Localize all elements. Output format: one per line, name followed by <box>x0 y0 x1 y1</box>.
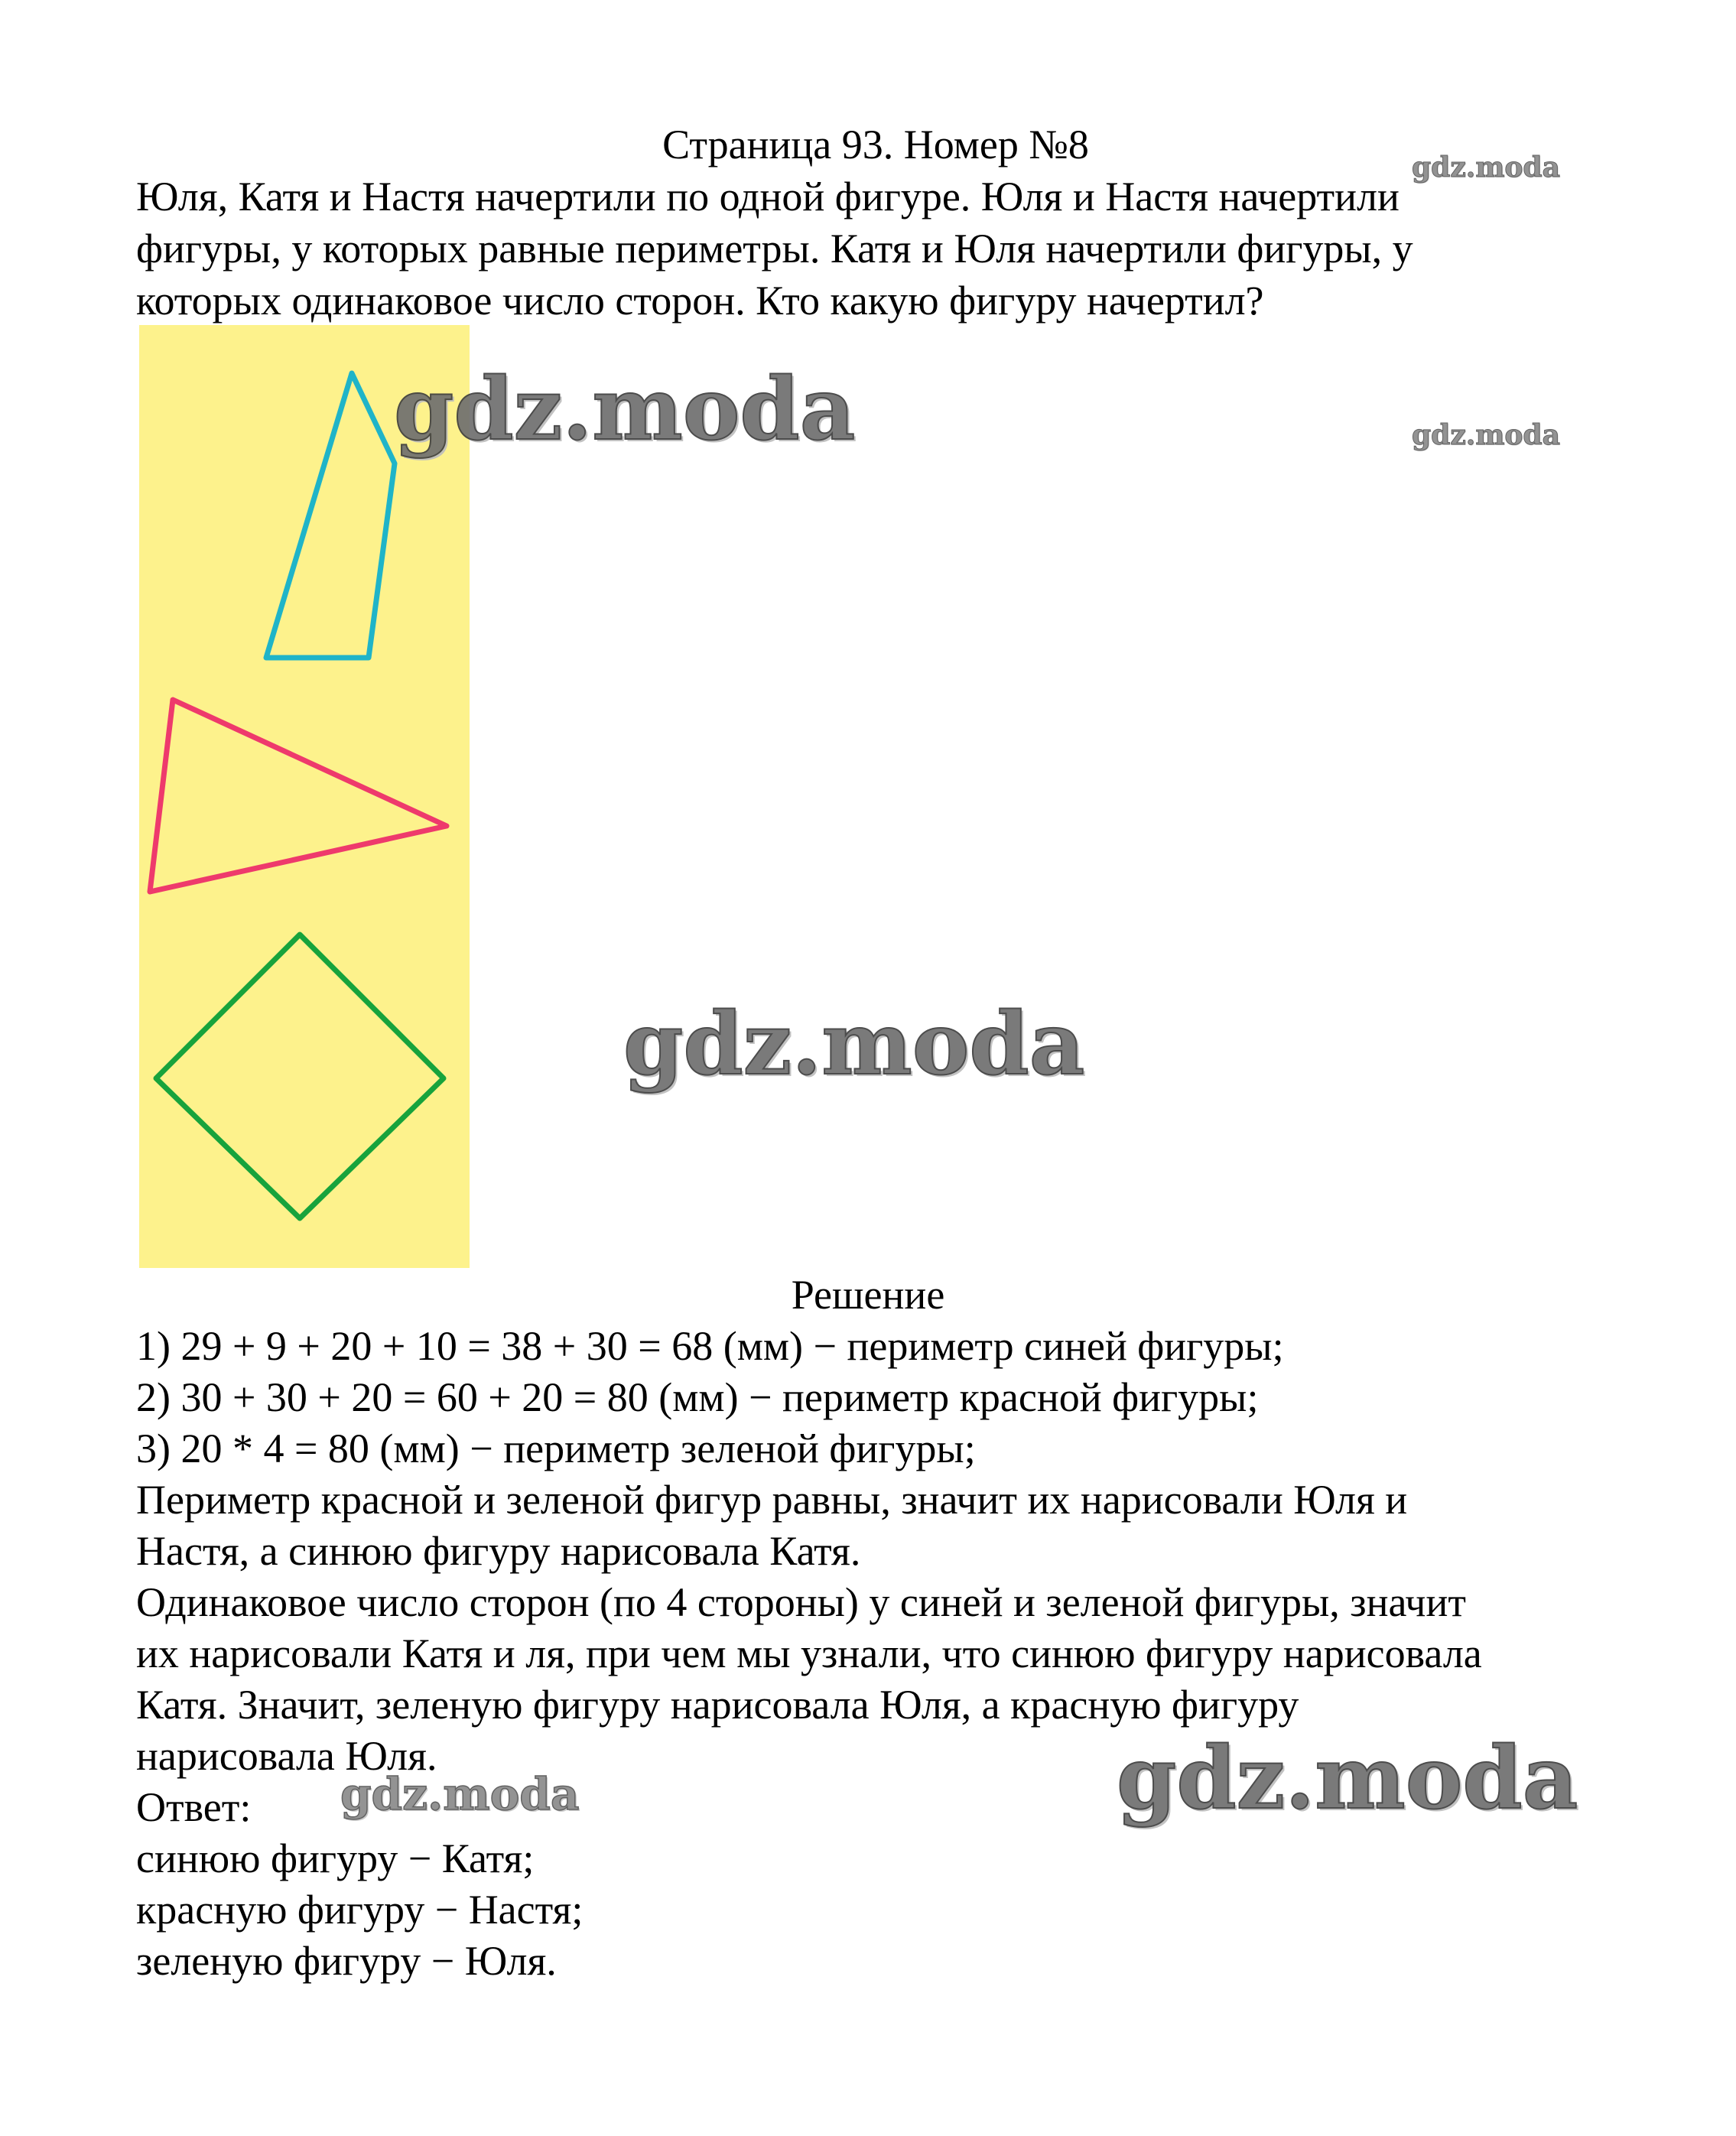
problem-line: которых одинаковое число сторон. Кто какую фигуру начертил? <box>136 278 1264 323</box>
figures-drawing <box>139 325 470 1268</box>
solution-line: 2) 30 + 30 + 20 = 60 + 20 = 80 (мм) − периметр красной фигуры; <box>136 1374 1259 1420</box>
watermark-logo: gdz.moda <box>394 359 856 460</box>
watermark-logo: gdz.moda <box>340 1768 580 1820</box>
solution-line: Периметр красной и зеленой фигур равны, значит их нарисовали Юля и <box>136 1477 1408 1523</box>
green-square <box>156 935 444 1218</box>
red-triangle <box>150 700 447 892</box>
answer-label: Ответ: <box>136 1784 252 1830</box>
problem-line: фигуры, у которых равные периметры. Катя и Юля начертили фигуры, у <box>136 226 1413 271</box>
watermark-logo: gdz.moda <box>623 994 1085 1094</box>
solution-line: 3) 20 * 4 = 80 (мм) − периметр зеленой фигуры; <box>136 1426 976 1471</box>
problem-line: Юля, Катя и Настя начертили по одной фигуре. Юля и Настя начертили <box>136 174 1400 219</box>
solution-line: 1) 29 + 9 + 20 + 10 = 38 + 30 = 68 (мм) − периметр синей фигуры; <box>136 1323 1284 1369</box>
solution-line: нарисовала Юля. <box>136 1733 437 1779</box>
solution-line: Одинаковое число сторон (по 4 стороны) у синей и зеленой фигуры, значит <box>136 1579 1466 1625</box>
answer-line: синюю фигуру − Катя; <box>136 1835 535 1881</box>
answer-line: зеленую фигуру − Юля. <box>136 1938 557 1984</box>
solution-line: Настя, а синюю фигуру нарисовала Катя. <box>136 1528 861 1574</box>
figures-panel <box>139 325 470 1268</box>
watermark-logo: gdz.moda <box>1117 1728 1578 1829</box>
page-title: Страница 93. Номер №8 <box>662 122 1089 167</box>
solution-line: Катя. Значит, зеленую фигуру нарисовала Юля, а красную фигуру <box>136 1682 1299 1728</box>
blue-quadrilateral <box>266 373 395 658</box>
answer-line: красную фигуру − Настя; <box>136 1887 584 1933</box>
solution-heading: Решение <box>791 1272 945 1318</box>
watermark-logo: gdz.moda <box>1412 419 1560 451</box>
solution-line: их нарисовали Катя и ля, при чем мы узнали, что синюю фигуру нарисовала <box>136 1630 1482 1676</box>
watermark-logo: gdz.moda <box>1412 151 1560 184</box>
